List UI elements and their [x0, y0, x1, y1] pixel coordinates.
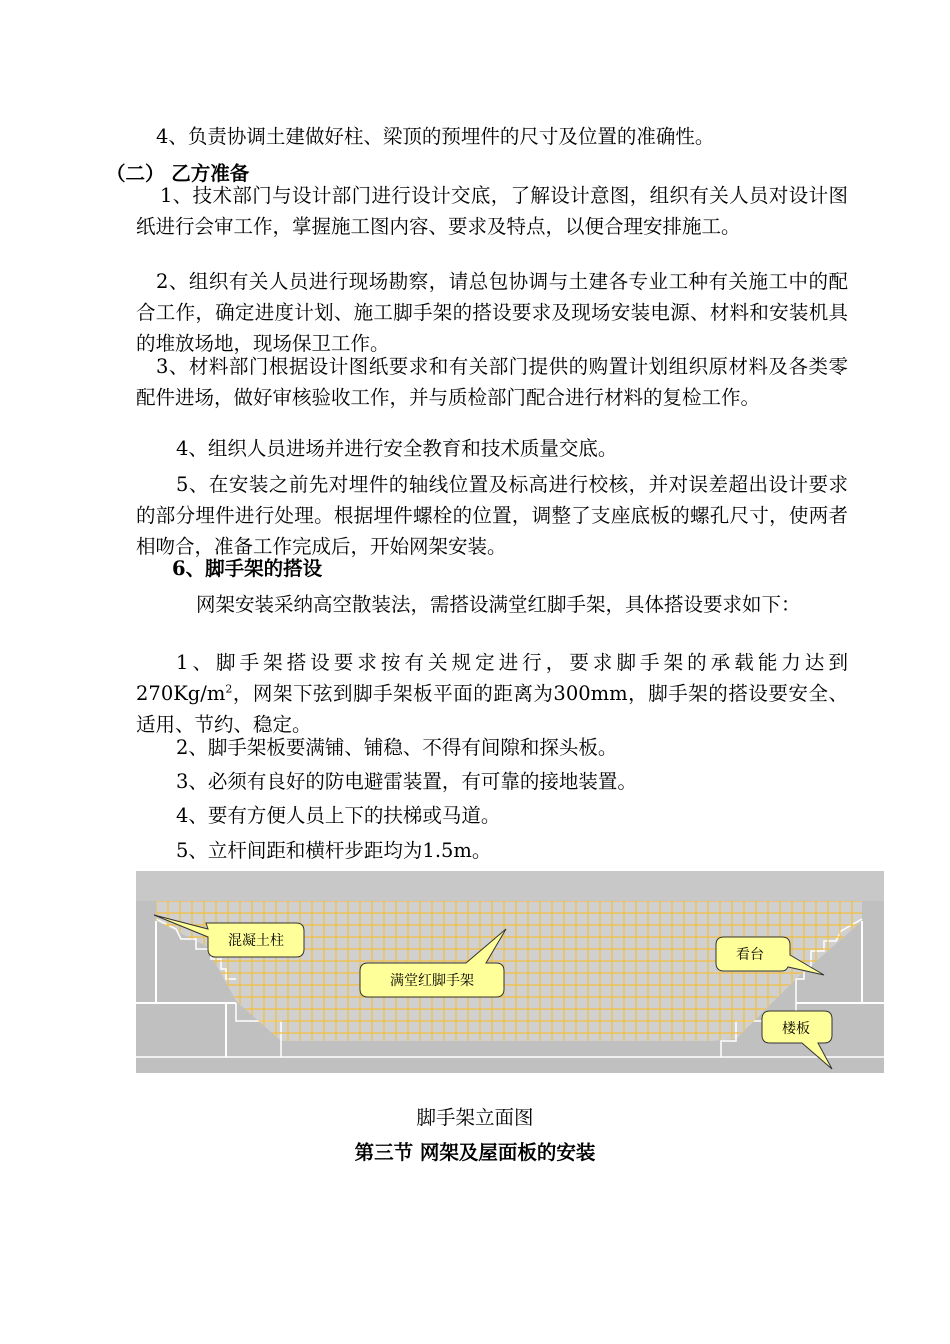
figure-caption: 脚手架立面图 — [416, 1106, 534, 1129]
callout-floor-label: 楼板 — [782, 1021, 810, 1037]
scaffold-elevation-figure — [136, 871, 884, 1073]
paragraph-requirement-3: 3、必须有良好的防电避雷装置，有可靠的接地装置。 — [176, 770, 637, 793]
paragraph-intro: 网架安装采纳高空散装法，需搭设满堂红脚手架，具体搭设要求如下： — [196, 593, 801, 616]
requirement-1-text-a: 1、脚手架搭设要求按有关规定进行，要求脚手架的承载能力达到270Kg/m — [136, 651, 848, 705]
paragraph-b4: 4、组织人员进场并进行安全教育和技术质量交底。 — [176, 437, 618, 460]
callout-scaffold-label: 满堂红脚手架 — [390, 973, 474, 989]
paragraph-item-4: 4、负责协调土建做好柱、梁顶的预埋件的尺寸及位置的准确性。 — [156, 125, 715, 148]
paragraph-b1: 1、技术部门与设计部门进行设计交底，了解设计意图，组织有关人员对设计图纸进行会审工作，掌握施工图内容、要求及特点，以便合理安排施工。 — [136, 184, 848, 238]
callout-column-label: 混凝土柱 — [228, 933, 284, 949]
paragraph-requirement-4: 4、要有方便人员上下的扶梯或马道。 — [176, 804, 501, 827]
paragraph-b3: 3、材料部门根据设计图纸要求和有关部门提供的购置计划组织原材料及各类零配件进场，做好审核验收工作，并与质检部门配合进行材料的复检工作。 — [136, 355, 848, 409]
requirement-1-text-b: ，网架下弦到脚手架板平面的距离为300mm，脚手架的搭设要安全、适用、节约、稳定。 — [136, 682, 848, 736]
section-heading-installation: 第三节 网架及屋面板的安装 — [354, 1141, 596, 1164]
callout-stand-label: 看台 — [736, 947, 764, 963]
paragraph-requirement-1 — [136, 647, 848, 740]
paragraph-b5: 5、在安装之前先对埋件的轴线位置及标高进行校核，并对误差超出设计要求的部分埋件进行处理。根据埋件螺栓的位置，调整了支座底板的螺孔尺寸，使两者相吻合，准备工作完成后，开始网架安装。 — [136, 473, 848, 558]
superscript-2: 2 — [225, 682, 233, 696]
paragraph-b2: 2、组织有关人员进行现场勘察，请总包协调与土建各专业工种有关施工中的配合工作，确定进度计划、施工脚手架的搭设要求及现场安装电源、材料和安装机具的堆放场地，现场保卫工作。 — [136, 270, 848, 355]
section-heading-scaffold: 6、脚手架的搭设 — [172, 557, 323, 580]
paragraph-requirement-2: 2、脚手架板要满铺、铺稳、不得有间隙和探头板。 — [176, 736, 618, 759]
roof-band — [136, 871, 884, 901]
section-heading-party-b: （二） 乙方准备 — [106, 162, 250, 185]
scaffold-diagram — [136, 871, 884, 1073]
paragraph-requirement-5: 5、立杆间距和横杆步距均为1.5m。 — [176, 839, 492, 862]
